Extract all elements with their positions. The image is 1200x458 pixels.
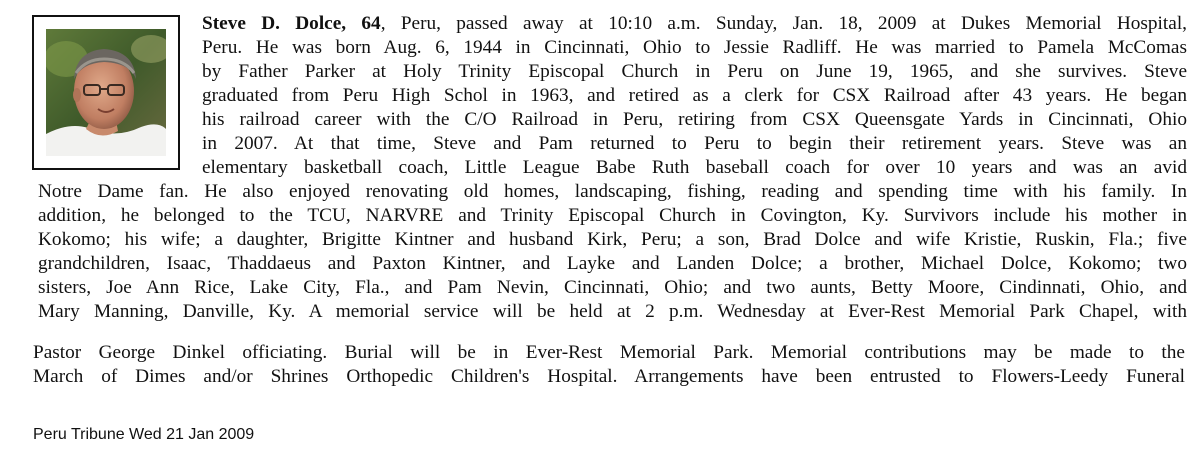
portrait-frame: [32, 15, 180, 170]
obituary-line: Peru. He was born Aug. 6, 1944 in Cincinnati, Ohio to Jessie Radliff. He was married to Pamela McComas: [202, 37, 1187, 58]
obituary-line: grandchildren, Isaac, Thaddaeus and Paxton Kintner, and Layke and Landen Dolce; a brother, Michael Dolce, Kokomo; two: [38, 253, 1187, 274]
portrait-photo: [46, 29, 166, 156]
obituary-line: Pastor George Dinkel officiating. Burial will be in Ever-Rest Memorial Park. Memorial contributions may be made to the: [33, 342, 1185, 363]
obituary-line: Notre Dame fan. He also enjoyed renovating old homes, landscaping, fishing, reading and spending time with his family. In: [38, 181, 1187, 202]
source-citation: Peru Tribune Wed 21 Jan 2009: [33, 426, 255, 443]
obituary-line: graduated from Peru High Schol in 1963, and retired as a clerk for CSX Railroad after 43 years. He began: [202, 85, 1187, 106]
obituary-line: Kokomo; his wife; a daughter, Brigitte Kintner and husband Kirk, Peru; a son, Brad Dolce and wife Kristie, Ruskin, Fla.; five: [38, 229, 1187, 250]
obituary-line: elementary basketball coach, Little League Babe Ruth baseball coach for over 10 years and was an avid: [202, 157, 1187, 178]
obituary-line: March of Dimes and/or Shrines Orthopedic Children's Hospital. Arrangements have been entrusted to Flowers-Leedy Funeral: [33, 366, 1185, 387]
obituary-line: sisters, Joe Ann Rice, Lake City, Fla., and Pam Nevin, Cincinnati, Ohio; and two aunts, Betty Moore, Cindinnati, Ohio, and: [38, 277, 1187, 298]
deceased-name: Steve D. Dolce, 64: [202, 13, 381, 34]
obituary-line: addition, he belonged to the TCU, NARVRE and Trinity Episcopal Church in Covington, Ky. Survivors include his mother in: [38, 205, 1187, 226]
obituary-line: Steve D. Dolce, 64, Peru, passed away at 10:10 a.m. Sunday, Jan. 18, 2009 at Dukes Memorial Hospital,: [202, 13, 1187, 34]
obituary-line: in 2007. At that time, Steve and Pam returned to Peru to begin their retirement years. Steve was an: [202, 133, 1187, 154]
obituary-line: Mary Manning, Danville, Ky. A memorial service will be held at 2 p.m. Wednesday at Ever-Rest Memorial Park Chapel, with: [38, 301, 1187, 322]
obituary-line: his railroad career with the C/O Railroad in Peru, retiring from CSX Queensgate Yards in Cincinnati, Ohio: [202, 109, 1187, 130]
obituary-line: by Father Parker at Holy Trinity Episcopal Church in Peru on June 19, 1965, and she survives. Steve: [202, 61, 1187, 82]
